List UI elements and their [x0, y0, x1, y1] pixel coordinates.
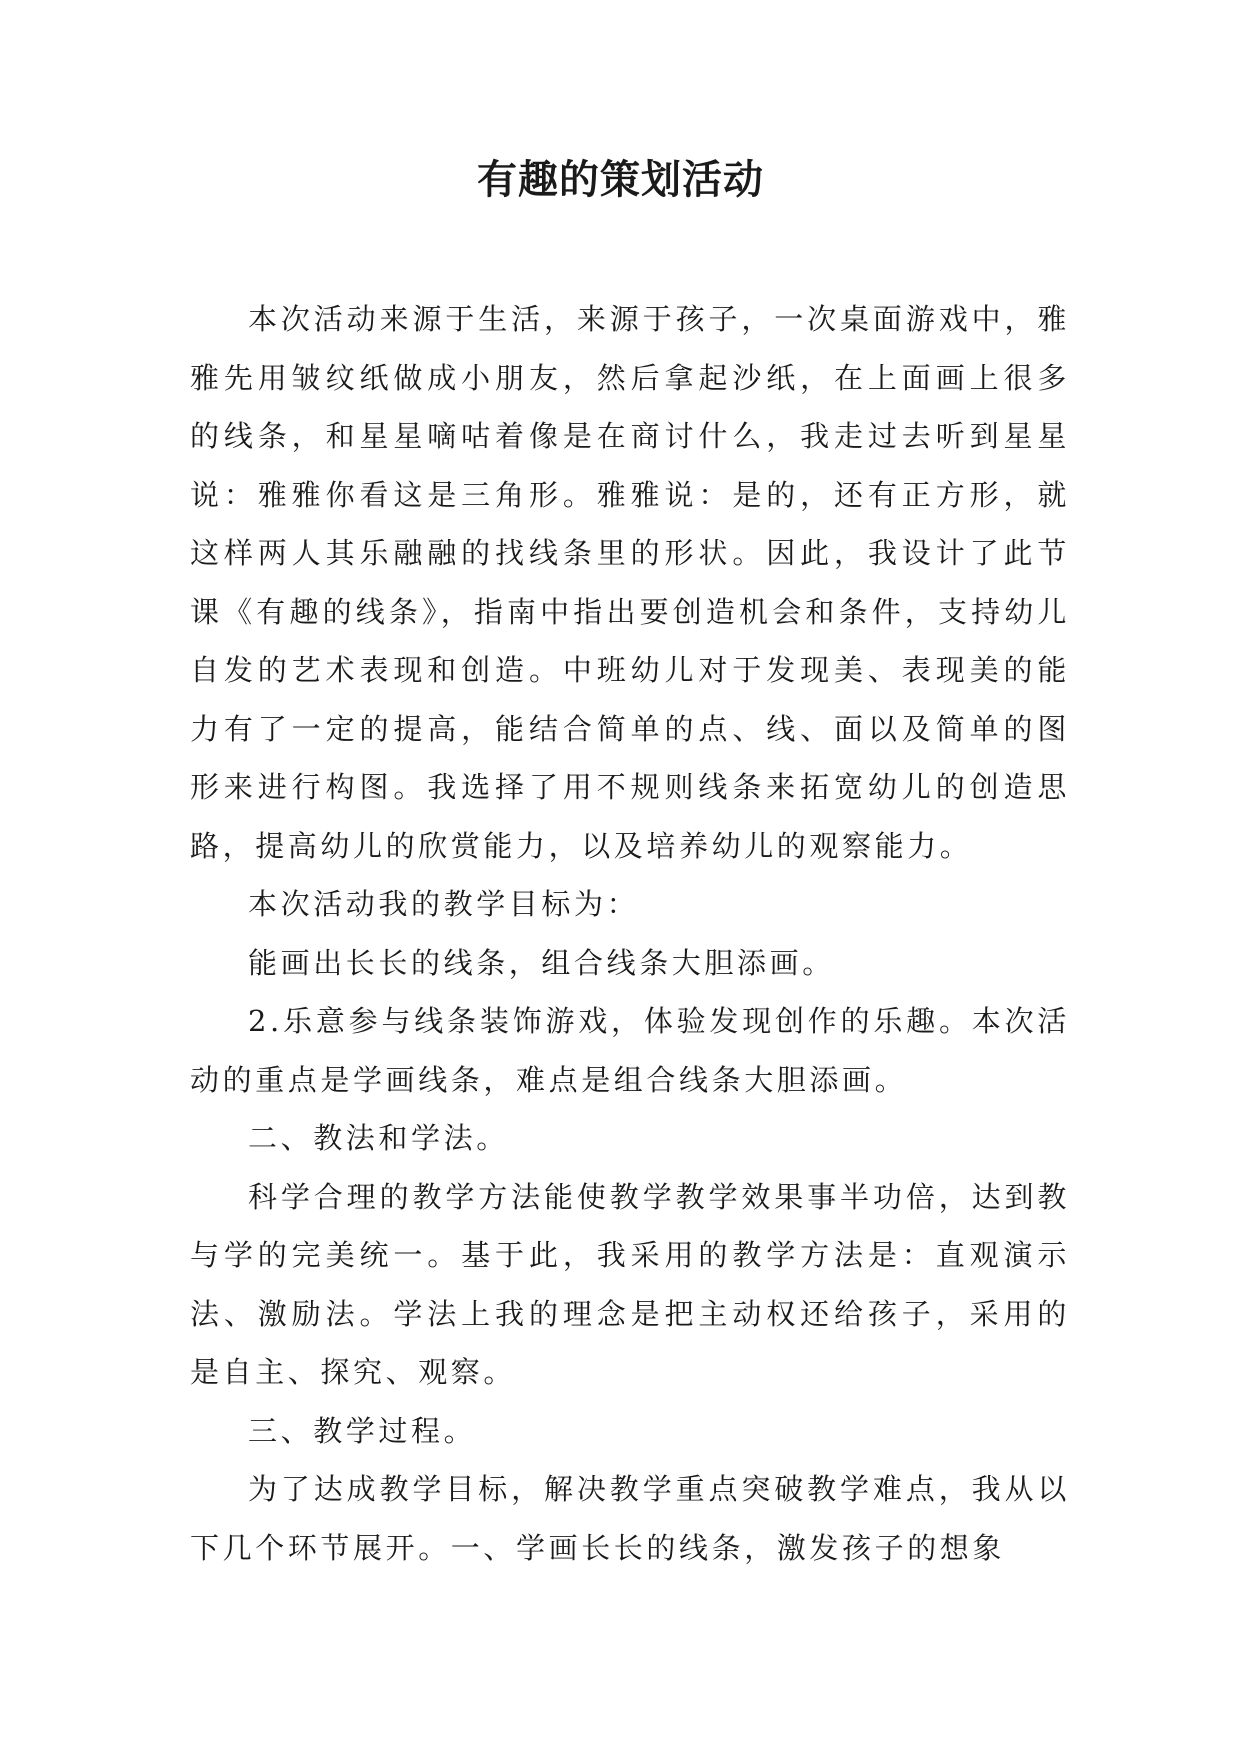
- paragraph-teaching-methods: 科学合理的教学方法能使教学教学效果事半功倍，达到教与学的完美统一。基于此，我采用的教学方法是：直观演示法、激励法。学法上我的理念是把主动权还给孩子，采用的是自主、探究、观察。: [190, 1179, 1070, 1389]
- heading-teaching-methods: 二、教法和学法。: [248, 1121, 509, 1155]
- paragraph-teaching-goals-intro: 本次活动我的教学目标为：: [248, 887, 640, 921]
- paragraph-teaching-process: 为了达成教学目标，解决教学重点突破教学难点，我从以下几个环节展开。一、学画长长的线条，激发孩子的想象: [190, 1472, 1070, 1565]
- document-body: [190, 290, 1070, 1577]
- heading-teaching-process: 三、教学过程。: [248, 1413, 477, 1448]
- paragraph-goal-2: 2.乐意参与线条装饰游戏，体验发现创作的乐趣。本次活动的重点是学画线条，难点是组合线条大胆添画。: [190, 1004, 1070, 1097]
- paragraph-goal-1: 能画出长长的线条，组合线条大胆添画。: [248, 945, 835, 980]
- paragraph-activity-origin: 本次活动来源于生活，来源于孩子，一次桌面游戏中，雅雅先用皱纹纸做成小朋友，然后拿起沙纸，在上面画上很多的线条，和星星嘀咕着像是在商讨什么，我走过去听到星星说：雅雅你看这是三角形。雅雅说：是的，还有正方形，就这样两人其乐融融的找线条里的形状。因此，我设计了此节课《有趣的线条》，指南中指出要创造机会和条件，支持幼儿自发的艺术表现和创造。中班幼儿对于发现美、表现美的能力有了一定的提高，能结合简单的点、线、面以及简单的图形来进行构图。我选择了用不规则线条来拓宽幼儿的创造思路，提高幼儿的欣赏能力，以及培养幼儿的观察能力。: [190, 302, 1070, 863]
- document-title: 有趣的策划活动: [477, 157, 764, 203]
